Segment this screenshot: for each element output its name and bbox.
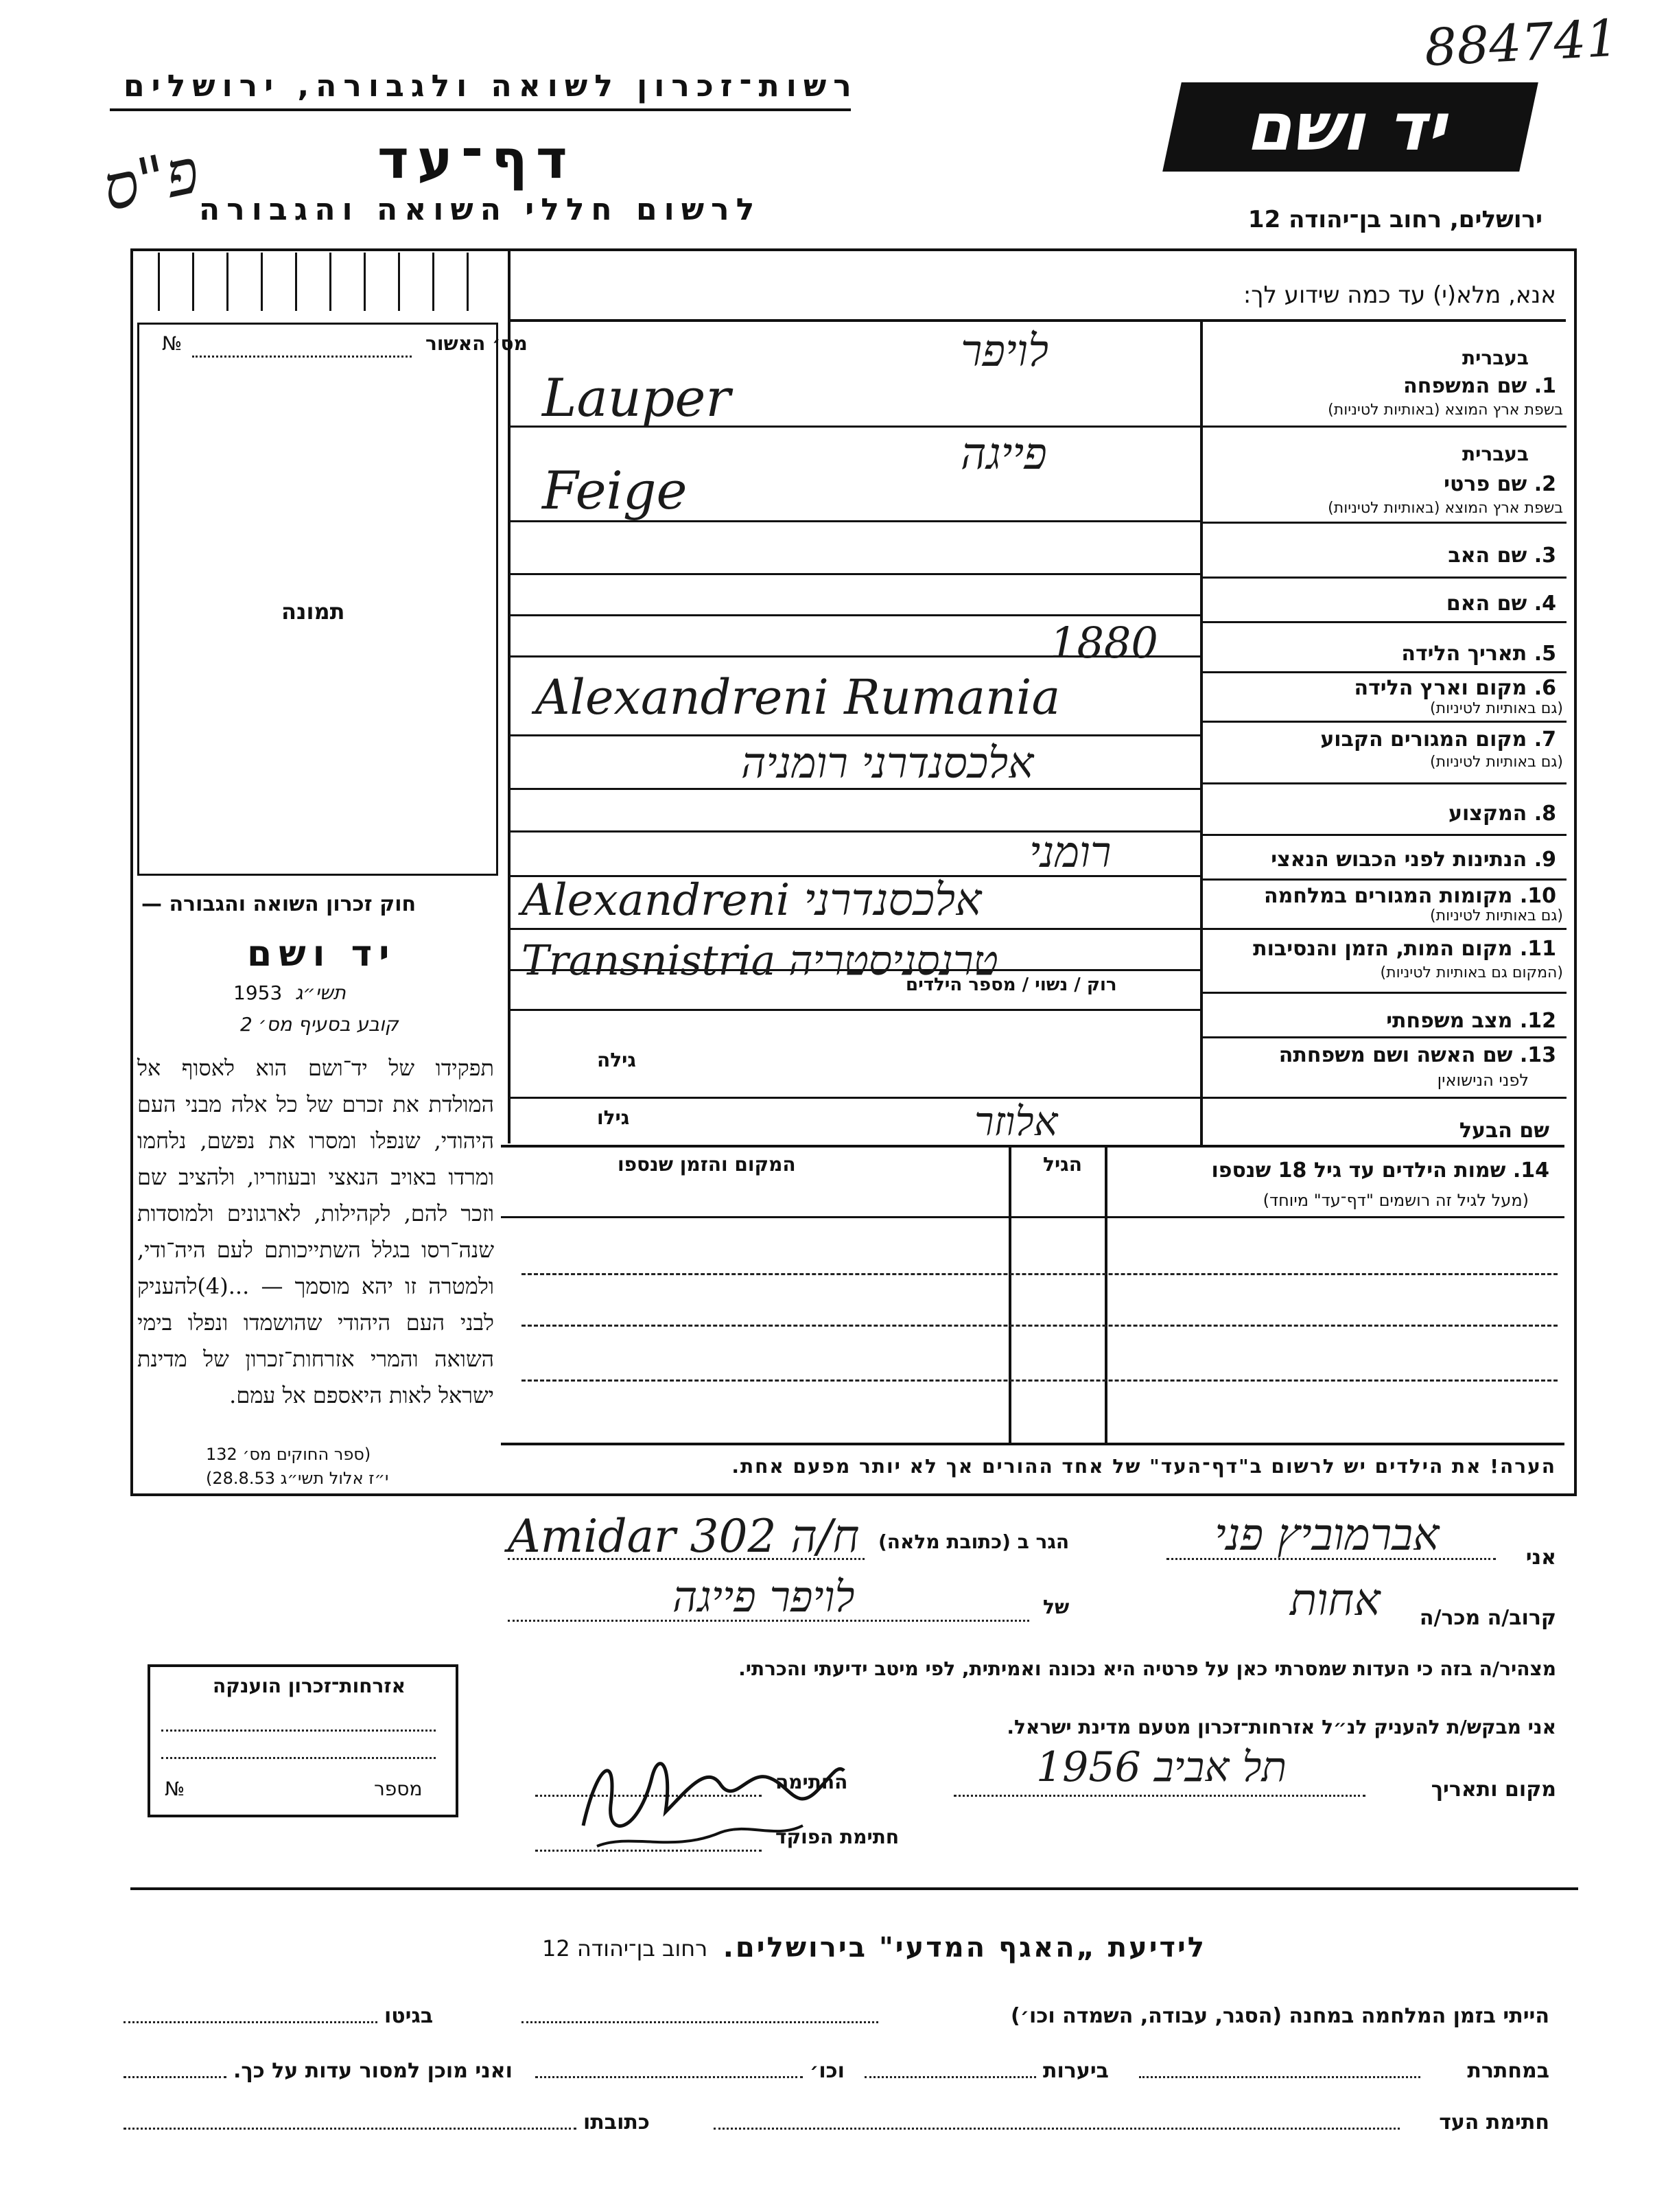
receipt-no-symbol: № xyxy=(162,332,183,355)
of-value: לויפר פייגה xyxy=(672,1572,855,1622)
field-10-sub: (גם באותיות לטיניות) xyxy=(1430,907,1563,924)
children-label xyxy=(1211,1159,1549,1183)
law-ref-2: י״ז אלול תשי״ג 28.8.53) xyxy=(206,1469,389,1488)
logo-text: יד ושם xyxy=(1242,89,1459,165)
citizenship-box-title: אזרחות־זכרון הוענקה xyxy=(213,1675,406,1697)
footer-line2-d: ואני מוכן למסור עדות על כך. xyxy=(233,2059,513,2083)
receipt-label: מס׳ האשור xyxy=(425,332,528,355)
footer-line3-a: חתימת העד xyxy=(1439,2110,1549,2134)
field-6-label xyxy=(1354,676,1556,700)
field-13-text: שם האשה ושם משפחתה xyxy=(1278,1043,1513,1067)
field-12-text: מצב משפחתי xyxy=(1386,1009,1513,1033)
field-8-label xyxy=(1448,802,1556,826)
field-6-text: מקום וארץ הלידה xyxy=(1354,676,1527,700)
field-13-number: 13. xyxy=(1519,1043,1556,1067)
field-7-text: מקום המגורים הקבוע xyxy=(1320,727,1527,752)
field-6-value: Alexandreni Rumania xyxy=(535,669,1061,725)
field-2-label xyxy=(1444,472,1556,496)
field-7-number: 7. xyxy=(1534,727,1556,752)
place-date-value: תל אביב 1956 xyxy=(1036,1743,1287,1791)
children-col-age: הגיל xyxy=(1043,1153,1082,1176)
field-1-hebrew-tag: בעברית xyxy=(1462,347,1529,369)
field-7-value: אלכסנדרני רומניה xyxy=(741,738,1034,788)
reference-number: 884741 xyxy=(1422,8,1620,78)
field-4-number: 4. xyxy=(1534,592,1556,616)
field-5-text: תאריך הלידה xyxy=(1401,642,1527,666)
field-10-value: Alexandreni אלכסנדרני xyxy=(521,875,982,926)
field-1-text: שם המשפחה xyxy=(1403,374,1527,398)
field-1-number: 1. xyxy=(1534,374,1556,398)
footer-address: רחוב בן־יהודה 12 xyxy=(542,1935,708,1961)
photo-label: תמונה xyxy=(281,598,345,625)
field-3-text: שם האב xyxy=(1448,544,1527,568)
field-9-label xyxy=(1271,848,1556,872)
field-2-hebrew-tag: בעברית xyxy=(1462,443,1529,465)
field-13-sub: לפני הנישואין xyxy=(1437,1071,1529,1090)
children-number: 14. xyxy=(1512,1159,1549,1183)
footer-line3-b: כתובתו xyxy=(583,2110,650,2134)
field-4-label xyxy=(1446,592,1556,616)
tick-marks xyxy=(137,253,508,314)
field-1-value-hebrew: לויפר xyxy=(961,326,1049,377)
law-name: יד ושם xyxy=(247,933,397,975)
place-date-label: מקום ותאריך xyxy=(1431,1778,1556,1802)
relation-value: אחות xyxy=(1290,1575,1381,1626)
field-13-label xyxy=(1279,1043,1556,1067)
husband-age-label: גילו xyxy=(597,1106,630,1129)
signature-label: החתימה xyxy=(775,1771,848,1793)
field-6-sub: (גם באותיות לטיניות) xyxy=(1430,700,1563,717)
wife-age-label: גילה xyxy=(597,1049,636,1071)
field-11-value: Transnistria טרנסניסטריה xyxy=(521,937,998,985)
field-11-label xyxy=(1253,937,1556,961)
field-6-number: 6. xyxy=(1534,676,1556,700)
citizenship-no-symbol: № xyxy=(165,1778,185,1800)
declaration-request: אני מבקש/ת להעניק לנ״ל אזרחות־זכרון מטעם מדינת ישראל. xyxy=(1007,1716,1556,1738)
residing-label: הגר ב (כתובת מלאה) xyxy=(878,1530,1070,1553)
law-clause: קובע בסעיף מס׳ 2 xyxy=(240,1013,399,1036)
field-4-text: שם האם xyxy=(1446,592,1527,616)
footer-line1-a: הייתי בזמן המלחמה במחנה (הסגר, עבודה, השמדה וכו׳) xyxy=(1011,2004,1549,2028)
footer-line2-b: ביערות xyxy=(1043,2059,1109,2083)
footer-line1-b: בגיטו xyxy=(384,2004,434,2028)
margin-note: פ"ס xyxy=(96,135,206,226)
field-2-value-hebrew: פייגה xyxy=(961,429,1047,480)
footer-line2-c: וכו׳ xyxy=(810,2059,845,2083)
address: ירושלים, רחוב בן־יהודה 12 xyxy=(1247,206,1542,233)
relative-label: קרוב/ה מכר/ה xyxy=(1419,1606,1556,1630)
field-9-value: רומני xyxy=(1029,827,1112,877)
field-8-text: המקצוע xyxy=(1448,802,1527,826)
field-12-options: רוק / נשוי / מספר הילדים xyxy=(906,975,1117,995)
field-2-text: שם פרטי xyxy=(1444,472,1527,496)
field-10-label xyxy=(1264,884,1556,908)
official-signature-label: חתימת הפוקד xyxy=(775,1826,900,1848)
field-3-label xyxy=(1448,544,1556,568)
page-title: דף־עד xyxy=(377,129,576,191)
receipt-number-line xyxy=(192,356,412,358)
field-3-number: 3. xyxy=(1534,544,1556,568)
field-5-label xyxy=(1401,642,1556,666)
declarant-name: אברמוביץ פני xyxy=(1215,1510,1440,1561)
declaration-i-label: אני xyxy=(1525,1546,1556,1570)
children-sub: (מעל לגיל זה רושמים "דף־עד" מיוחד) xyxy=(1263,1191,1529,1210)
field-9-number: 9. xyxy=(1534,848,1556,872)
field-7-label xyxy=(1320,727,1556,752)
field-2-sub: בשפת ארץ המוצא (באותיות לטיניות) xyxy=(1328,500,1563,517)
children-table xyxy=(501,1145,1564,1445)
law-heading: חוק זכרון השואה והגבורה — xyxy=(141,892,416,916)
law-year-hebrew: תשי״ג xyxy=(295,981,347,1004)
law-year: 1953 xyxy=(233,981,283,1004)
field-5-value: 1880 xyxy=(1050,618,1158,668)
declaration-statement: מצהיר/ה בזה כי העדות שמסרתי כאן על פרטיה היא נכונה ואמיתית, לפי מיטב ידיעתי והכרתי. xyxy=(738,1657,1556,1680)
field-8-number: 8. xyxy=(1534,802,1556,826)
field-2-number: 2. xyxy=(1534,472,1556,496)
children-text: שמות הילדים עד גיל 18 שנספו xyxy=(1211,1159,1506,1183)
field-1-label xyxy=(1403,374,1556,398)
husband-value: אלוזר xyxy=(974,1098,1058,1145)
field-10-number: 10. xyxy=(1519,884,1556,908)
org-underline xyxy=(110,108,851,111)
husband-label: שם הבעל xyxy=(1459,1119,1549,1143)
field-12-label xyxy=(1386,1009,1556,1033)
field-9-text: הנתינות לפני הכבוש הנאצי xyxy=(1271,848,1527,872)
children-col-place: המקום והזמן שנספו xyxy=(618,1153,796,1176)
field-7-sub: (גם באותיות לטיניות) xyxy=(1430,754,1563,771)
footer-line2-a: במחתרת xyxy=(1467,2059,1549,2083)
yad-vashem-logo xyxy=(1162,82,1538,172)
field-1-sub: בשפת ארץ המוצא (באותיות לטיניות) xyxy=(1328,401,1563,419)
field-2-value-latin: Feige xyxy=(542,460,688,521)
law-text: תפקידו של יד־ושם הוא לאסוף אל המולדת את זכרם של כל אלה מבני העם היהודי, שנפלו ומסרו את נפשם, נלחמו ומרדו באויב הנאצי ובעוזריו, ולהציב שם וזכר להם, לקהילות, לארגונים ולמוסדות שנה־רסו בגלל השתייכותם לעם היה־ודי, ולמטרה זו יהא מוסמך — ...(4)להעניק לבני העם היהודי שהושמדו ונפלו בימי השואה והמרי אזרחות־זכרון של מדינת ישראל לאות היאספם אל עמם. xyxy=(137,1055,494,1408)
instruction: אנא, מלא(י) עד כמה שידוע לך: xyxy=(1243,281,1556,309)
law-ref-1: (ספר החוקים מס׳ 132 xyxy=(206,1445,371,1464)
field-11-number: 11. xyxy=(1519,937,1556,961)
org-line: רשות־זכרון לשואה ולגבורה, ירושלים xyxy=(124,69,858,104)
note: הערה! את הילדים יש לרשום ב"דף־העד" של אחד ההורים אך לא יותר מפעם אחת. xyxy=(731,1455,1556,1478)
field-12-number: 12. xyxy=(1519,1009,1556,1033)
of-label: של xyxy=(1043,1596,1070,1618)
field-1-value-latin: Lauper xyxy=(542,367,731,428)
citizenship-number-label: מספר xyxy=(374,1778,423,1800)
field-5-number: 5. xyxy=(1534,642,1556,666)
address-value: Amidar 302 ח/ה xyxy=(508,1510,860,1563)
page-subtitle: לרשום חללי השואה והגבורה xyxy=(199,192,762,227)
field-10-text: מקומות המגורים במלחמה xyxy=(1264,884,1513,908)
field-11-text: מקום המות, הזמן והנסיבות xyxy=(1253,937,1513,961)
footer-heading: לידיעת „האגף המדעי" בירושלים. xyxy=(723,1932,1206,1964)
field-11-sub: (המקום גם באותיות לטיניות) xyxy=(1380,964,1563,981)
